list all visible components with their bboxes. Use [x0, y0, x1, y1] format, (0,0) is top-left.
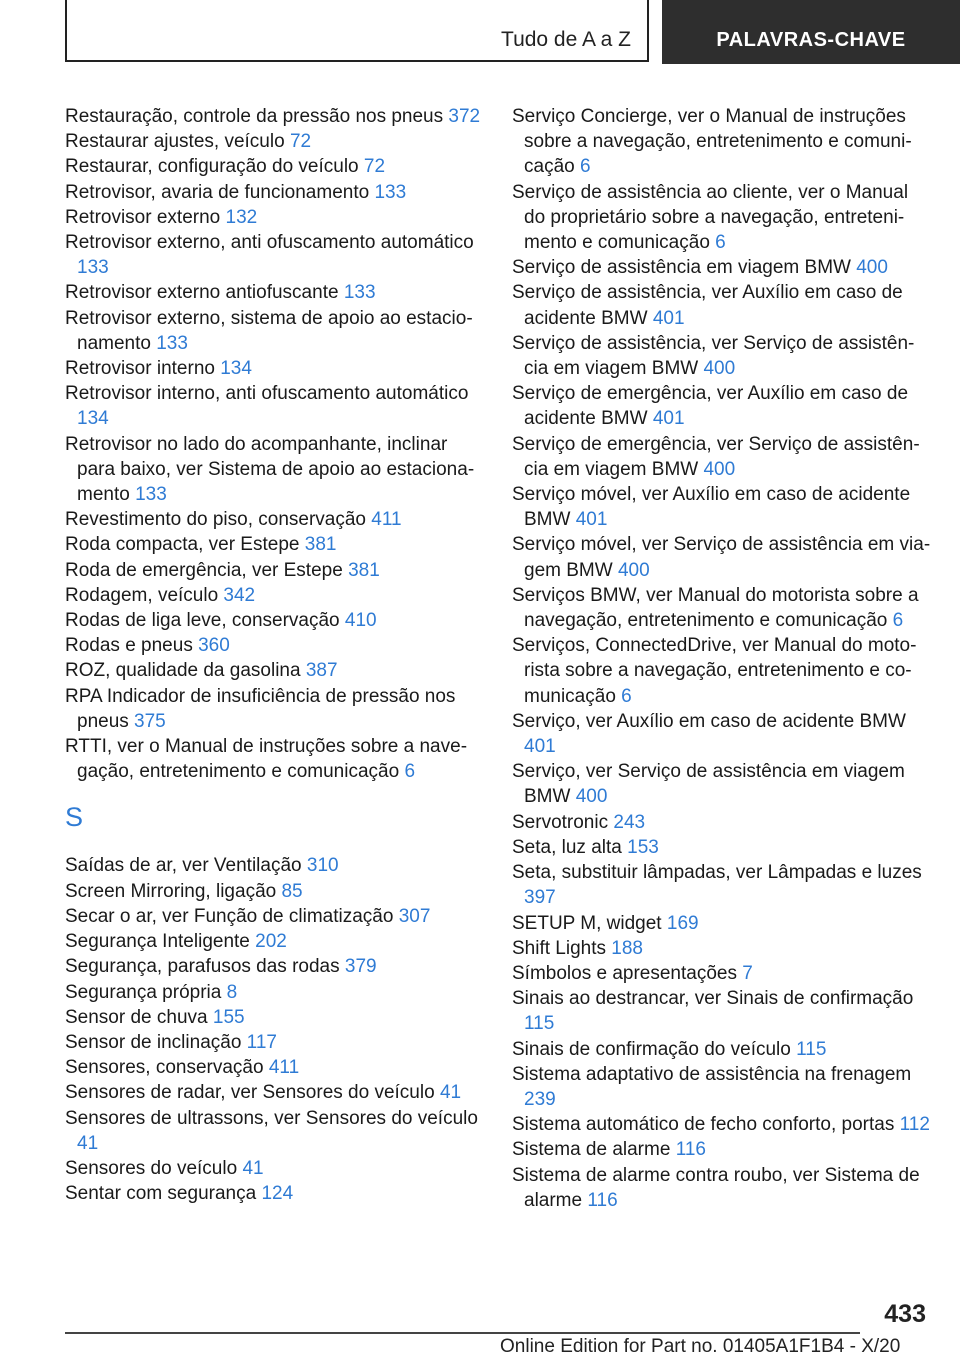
index-entry-term: RPA Indicador de insuficiência de pressão nos pneus — [65, 685, 456, 732]
index-entry-term: Serviço de assistência, ver Auxílio em caso de acidente BMW — [512, 282, 903, 329]
index-entry-page-link[interactable]: 133 — [343, 282, 376, 304]
index-entry-page-link[interactable]: 307 — [398, 905, 431, 927]
index-entry-page-link[interactable]: 411 — [371, 509, 402, 531]
index-entry-term: Serviços, ConnectedDrive, ver Manual do motorista sobre a navegação, entretenimento e comunicação — [512, 635, 917, 707]
index-entry-term: Saídas de ar, ver Ventilação — [65, 855, 307, 877]
index-entry — [65, 507, 485, 532]
index-entry-page-link[interactable]: 41 — [242, 1157, 264, 1179]
index-entry — [512, 759, 932, 809]
index-entry — [65, 1055, 485, 1080]
index-entry — [512, 180, 932, 256]
index-entry-term: Restauração, controle da pressão nos pneus — [65, 106, 449, 127]
index-entry-term: Secar o ar, ver Função de climatização — [65, 905, 399, 927]
index-entry — [512, 961, 932, 986]
index-entry-page-link[interactable]: 132 — [225, 206, 258, 228]
index-entry-term: Revestimento do piso, conservação — [65, 509, 372, 531]
index-entry — [65, 608, 485, 633]
index-entry-page-link[interactable]: 310 — [306, 855, 339, 877]
index-entry — [512, 482, 932, 532]
index-entry-page-link[interactable]: 360 — [198, 635, 230, 657]
index-entry-page-link[interactable]: 6 — [621, 685, 632, 707]
header-keyword-tab — [662, 0, 960, 64]
index-entry — [65, 1181, 485, 1206]
index-entry — [65, 954, 485, 979]
index-entry-page-link[interactable]: 133 — [77, 257, 109, 279]
index-entry-term: Serviço de assistência ao cliente, ver o Manual do proprietário sobre a navegação, entretenimento e comunicação — [512, 181, 909, 254]
index-entry-term: Rodagem, veículo — [65, 584, 224, 606]
index-entry-term: Serviço móvel, ver Serviço de assistência em viagem BMW — [512, 534, 931, 581]
index-entry-page-link[interactable]: 400 — [703, 358, 736, 380]
index-entry — [512, 255, 932, 280]
index-entry-page-link[interactable]: 8 — [226, 981, 238, 1003]
index-entry-page-link[interactable]: 379 — [344, 956, 377, 978]
index-entry-term: Serviço de emergência, ver Serviço de assistência em viagem BMW — [512, 433, 920, 480]
index-entry-term: Sensores, conservação — [65, 1057, 269, 1079]
index-entry-page-link[interactable]: 169 — [666, 912, 699, 934]
index-entry-term: Sentar com segurança — [65, 1183, 262, 1205]
index-entry — [65, 532, 485, 557]
index-entry-term: Retrovisor externo, anti ofuscamento automático — [65, 232, 474, 254]
index-entry-term: Sistema de alarme — [512, 1139, 676, 1161]
index-entry — [65, 853, 485, 878]
index-entry — [512, 280, 932, 330]
index-entry — [512, 911, 932, 936]
index-entry-term: Retrovisor externo antiofuscante — [65, 282, 344, 304]
index-entry-page-link[interactable]: 72 — [289, 131, 312, 153]
index-entry-page-link[interactable]: 401 — [652, 307, 685, 329]
index-entry-page-link[interactable]: 41 — [77, 1132, 99, 1154]
index-entry — [65, 1030, 485, 1055]
index-entry — [65, 280, 485, 305]
index-entry-term: Segurança Inteligente — [65, 931, 256, 953]
index-entry — [512, 936, 932, 961]
index-entry — [512, 1112, 932, 1137]
index-entry-page-link[interactable]: 381 — [348, 559, 380, 581]
index-entry-term: Screen Mirroring, ligação — [65, 880, 282, 902]
index-entry-term: Sistema automático de fecho conforto, portas — [512, 1114, 900, 1136]
index-entry-page-link[interactable]: 202 — [255, 931, 287, 953]
index-entry-page-link[interactable]: 400 — [575, 786, 608, 808]
index-entry-term: Roda de emergência, ver Estepe — [65, 559, 349, 581]
index-entry — [512, 432, 932, 482]
index-entry-term: Segurança própria — [65, 981, 227, 1003]
index-entry-term: Sistema de alarme contra roubo, ver Sistema de alarme — [512, 1164, 920, 1211]
index-entry-page-link[interactable]: 155 — [212, 1006, 245, 1028]
index-entry — [512, 986, 932, 1036]
index-entry-page-link[interactable]: 401 — [575, 509, 608, 531]
index-entry-page-link[interactable]: 116 — [587, 1189, 618, 1211]
index-entry-page-link[interactable]: 381 — [304, 534, 337, 556]
index-column-left — [65, 104, 485, 1206]
index-entry — [512, 331, 932, 381]
index-entry — [65, 180, 485, 205]
index-entry-term: Sinais de confirmação do veículo — [512, 1038, 797, 1060]
index-entry-page-link[interactable]: 243 — [613, 811, 646, 833]
index-entry — [512, 104, 932, 180]
index-entry — [512, 835, 932, 860]
index-entry-page-link[interactable]: 115 — [796, 1038, 827, 1060]
index-entry-term: Restaurar ajustes, veículo — [65, 131, 290, 153]
index-entry — [65, 154, 485, 179]
index-entry-page-link[interactable]: 153 — [627, 836, 659, 858]
index-entry — [65, 1106, 485, 1156]
index-entry-term: Serviço Concierge, ver o Manual de instruções sobre a navegação, entretenimento e comunicação — [512, 106, 912, 178]
index-entry — [65, 306, 485, 356]
index-entry — [512, 1062, 932, 1112]
index-entry — [65, 658, 485, 683]
index-entry-page-link[interactable]: 401 — [524, 736, 556, 758]
index-entry-term: Serviço de assistência em viagem BMW — [512, 257, 857, 279]
index-entry-term: Sensor de inclinação — [65, 1031, 247, 1053]
index-entry-page-link[interactable]: 85 — [281, 880, 303, 902]
index-entry-term: ROZ, qualidade da gasolina — [65, 660, 306, 682]
index-entry — [512, 381, 932, 431]
index-entry-page-link[interactable]: 410 — [344, 610, 377, 632]
index-entry-page-link[interactable]: 72 — [363, 156, 386, 178]
index-entry — [65, 980, 485, 1005]
index-entry-page-link[interactable]: 124 — [261, 1183, 294, 1205]
index-entry-term: Sensores de radar, ver Sensores do veículo — [65, 1082, 440, 1104]
index-entry-term: Serviço móvel, ver Auxílio em caso de acidente BMW — [512, 484, 911, 531]
index-entry-term: Retrovisor no lado do acompanhante, inclinar para baixo, ver Sistema de apoio ao estacionamento — [65, 433, 475, 506]
footer-divider — [65, 1332, 860, 1334]
index-entry-page-link[interactable]: 6 — [892, 610, 904, 632]
index-entry — [65, 356, 485, 381]
index-entry-term: Serviço de assistência, ver Serviço de assistência em viagem BMW — [512, 332, 915, 380]
index-entry-term: Restaurar, configuração do veículo — [65, 156, 364, 178]
index-entry — [512, 860, 932, 910]
index-entry-term: Sensor de chuva — [65, 1006, 213, 1028]
index-entry-term: Rodas e pneus — [65, 635, 199, 657]
index-entry — [512, 1037, 932, 1062]
index-entry — [65, 734, 485, 784]
index-entry-term: Shift Lights — [512, 937, 612, 959]
index-entry-term: Roda compacta, ver Estepe — [65, 534, 305, 556]
index-entry-term: Serviço de emergência, ver Auxílio em caso de acidente BMW — [512, 383, 909, 430]
index-entry-term: SETUP M, widget — [512, 912, 667, 934]
index-entry-page-link[interactable]: 372 — [448, 106, 481, 127]
index-entry — [65, 1156, 485, 1181]
index-entry-term: Retrovisor externo, sistema de apoio ao estacionamento — [65, 307, 473, 354]
index-entry-term: Seta, substituir lâmpadas, ver Lâmpadas e luzes — [512, 862, 922, 884]
index-entry-page-link[interactable]: 411 — [268, 1057, 300, 1079]
index-entry-term: Sistema adaptativo de assistência na frenagem — [512, 1063, 912, 1085]
index-entry-term: Seta, luz alta — [512, 836, 628, 858]
index-entry-term: Sensores do veículo — [65, 1157, 243, 1179]
index-entry — [65, 104, 485, 129]
index-column-right — [512, 104, 932, 1213]
index-entry-page-link[interactable]: 133 — [374, 181, 407, 203]
index-entry-page-link[interactable]: 115 — [524, 1013, 555, 1035]
index-entry-term: Retrovisor externo — [65, 206, 226, 228]
index-entry — [65, 230, 485, 280]
index-entry-page-link[interactable]: 400 — [617, 559, 650, 581]
index-entry-page-link[interactable]: 400 — [856, 257, 888, 279]
index-entry-term: Sinais ao destrancar, ver Sinais de confirmação — [512, 988, 914, 1010]
index-group-s — [65, 853, 485, 1206]
page-number: 433 — [884, 1300, 926, 1328]
index-entry-page-link[interactable]: 133 — [156, 332, 188, 354]
index-entry — [65, 381, 485, 431]
index-entry — [512, 1163, 932, 1213]
index-entry — [65, 929, 485, 954]
index-group-r — [65, 104, 485, 784]
index-entry — [65, 558, 485, 583]
index-entry — [65, 879, 485, 904]
index-entry — [65, 904, 485, 929]
footer-edition-text: Online Edition for Part no. 01405A1F1B4 - X/20 — [500, 1336, 901, 1357]
index-entry-page-link[interactable]: 134 — [220, 358, 252, 380]
header-tab-label: PALAVRAS-CHAVE — [716, 29, 906, 51]
index-entry-page-link[interactable]: 112 — [899, 1114, 930, 1136]
index-entry-page-link[interactable]: 387 — [305, 660, 338, 682]
header-section-title: Tudo de A a Z — [501, 28, 631, 51]
index-entry — [65, 432, 485, 508]
index-entry-page-link[interactable]: 117 — [246, 1031, 277, 1053]
index-entry-page-link[interactable]: 133 — [135, 484, 167, 506]
index-entry — [512, 810, 932, 835]
index-entry — [65, 684, 485, 734]
index-entry-page-link[interactable]: 7 — [742, 962, 753, 984]
index-entry-term: RTTI, ver o Manual de instruções sobre a navegação, entretenimento e comunicação — [65, 736, 468, 783]
index-entry-term: Retrovisor interno — [65, 358, 221, 380]
header-frame — [65, 0, 649, 62]
index-entry-page-link[interactable]: 41 — [439, 1082, 462, 1104]
index-entry-page-link[interactable]: 6 — [404, 761, 416, 783]
index-entry-page-link[interactable]: 397 — [524, 887, 556, 909]
index-entry — [65, 129, 485, 154]
index-entry-term: Sensores de ultrassons, ver Sensores do veículo — [65, 1107, 478, 1129]
index-group-s-continued — [512, 104, 932, 1213]
index-entry — [512, 709, 932, 759]
section-letter: S — [65, 802, 84, 833]
index-entry — [65, 1080, 485, 1105]
index-entry-term: Serviço, ver Serviço de assistência em viagem BMW — [512, 761, 905, 808]
index-entry-page-link[interactable]: 342 — [223, 584, 256, 606]
index-entry — [65, 633, 485, 658]
index-entry-term: Retrovisor, avaria de funcionamento — [65, 181, 375, 203]
index-entry-page-link[interactable]: 239 — [524, 1088, 556, 1110]
index-entry-page-link[interactable]: 6 — [715, 232, 726, 254]
index-entry-term: Serviços BMW, ver Manual do motorista sobre a navegação, entretenimento e comunicação — [512, 584, 919, 632]
index-entry-term: Símbolos e apresentações — [512, 962, 743, 984]
index-entry — [65, 205, 485, 230]
index-entry-page-link[interactable]: 400 — [703, 458, 736, 480]
index-entry-term: Retrovisor interno, anti ofuscamento automático — [65, 383, 469, 405]
index-entry — [512, 532, 932, 582]
index-entry-term: Segurança, parafusos das rodas — [65, 956, 345, 978]
index-entry-term: Serviço, ver Auxílio em caso de acidente BMW — [512, 710, 906, 732]
index-entry — [512, 633, 932, 709]
index-entry-page-link[interactable]: 188 — [611, 937, 643, 959]
index-entry-term: Servotronic — [512, 811, 614, 833]
index-entry-page-link[interactable]: 6 — [579, 156, 591, 178]
index-entry-term: Rodas de liga leve, conservação — [65, 610, 345, 632]
index-entry-page-link[interactable]: 401 — [652, 408, 685, 430]
index-entry — [65, 583, 485, 608]
index-entry — [65, 1005, 485, 1030]
index-entry-page-link[interactable]: 116 — [675, 1139, 706, 1161]
index-entry-page-link[interactable]: 375 — [134, 710, 166, 732]
index-entry — [512, 583, 932, 633]
index-entry-page-link[interactable]: 134 — [77, 408, 109, 430]
index-entry — [512, 1137, 932, 1162]
